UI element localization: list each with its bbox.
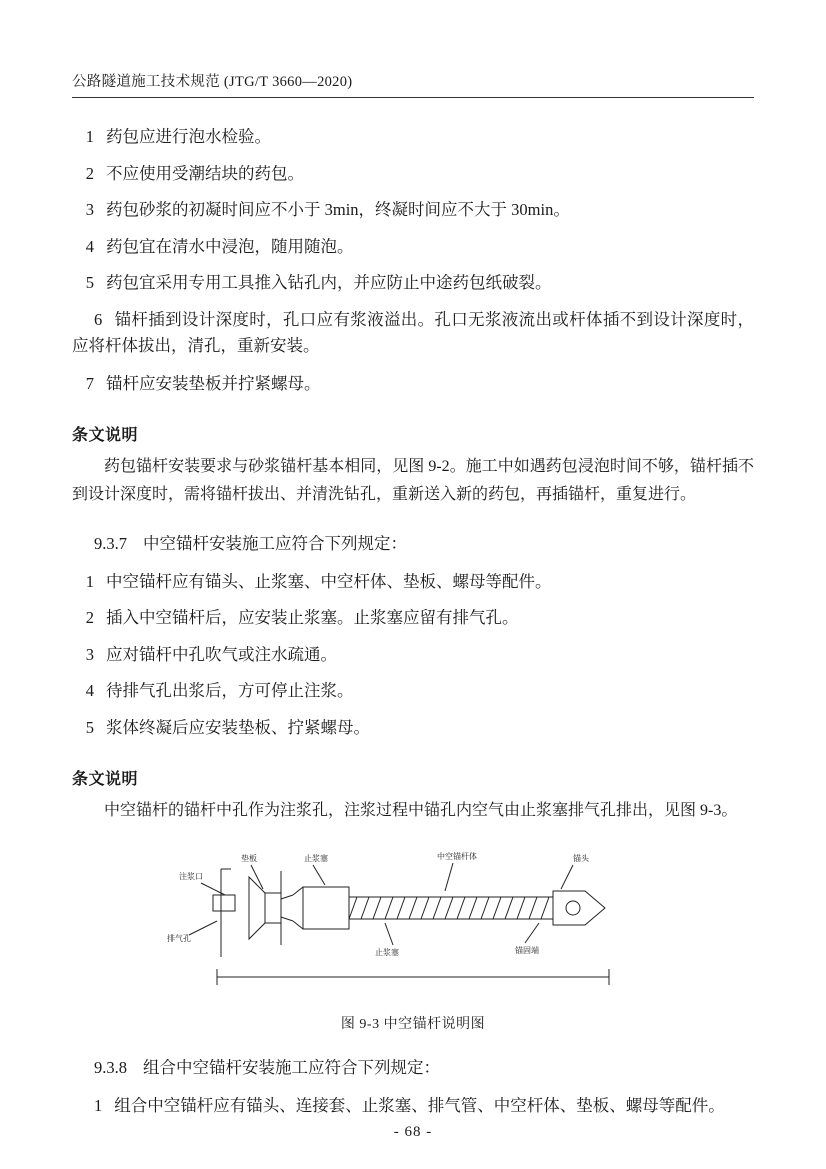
figure-caption: 图 9-3 中空锚杆说明图	[340, 1017, 486, 1033]
header-title: 公路隧道施工技术规范 (JTG/T 3660—2020)	[72, 74, 353, 90]
figure-label-vent-hole: 排气孔	[167, 934, 191, 944]
list-item	[72, 642, 754, 668]
list-item	[72, 371, 754, 397]
list-item-text: 药包砂浆的初凝时间应不小于 3min，终凝时间应不大于 30min。	[106, 200, 570, 220]
list-item	[72, 197, 754, 223]
list-item	[72, 234, 754, 260]
list-item-number: 2	[85, 608, 94, 628]
note-body-2	[72, 797, 754, 825]
clause-9-3-8	[72, 1055, 754, 1081]
list-item-paragraph	[72, 1093, 754, 1119]
list-item-number: 4	[85, 236, 94, 256]
note-heading-2: 条文说明	[72, 771, 139, 789]
list-item-text: 插入中空锚杆后，应安装止浆塞。止浆塞应留有排气孔。	[106, 608, 519, 628]
figure-label-hollow-body: 中空锚杆体	[437, 852, 477, 862]
figure-label-stopper-top: 止浆塞	[304, 854, 328, 864]
list-item	[72, 161, 754, 187]
list-item	[72, 678, 754, 704]
list-item-text: 药包应进行泡水检验。	[106, 127, 271, 146]
list-item	[72, 715, 754, 741]
list-item	[72, 569, 754, 595]
list-item-number: 6	[94, 309, 103, 329]
note-body-1	[72, 453, 754, 509]
note-text: 药包锚杆安装要求与砂浆锚杆基本相同，见图 9-2。施工中如遇药包浸泡时间不够，锚杆插不到设计深度时，需将锚杆拔出、并清洗钻孔，重新送入新的药包，再插锚杆，重复进行。	[72, 458, 754, 504]
header-divider	[72, 97, 754, 98]
list-item-number: 1	[94, 1095, 103, 1115]
list-item-number: 5	[85, 717, 94, 737]
figure-label-anchored-end: 锚固端	[515, 946, 539, 956]
clause-9-3-7	[72, 531, 754, 557]
list-item-text: 待排气孔出浆后，方可停止注浆。	[106, 681, 354, 701]
numbered-list-b	[72, 371, 754, 397]
list-item-text: 药包宜在清水中浸泡，随用随泡。	[106, 236, 354, 256]
numbered-list-a	[72, 124, 754, 296]
note-text: 中空锚杆的锚杆中孔作为注浆孔，注浆过程中锚孔内空气由止浆塞排气孔排出，见图 9-3。	[104, 802, 738, 820]
list-item-number: 1	[85, 571, 94, 591]
list-item-number: 2	[85, 163, 94, 183]
clause-number: 9.3.7	[94, 534, 127, 554]
list-item-number: 5	[85, 273, 94, 293]
list-item	[72, 124, 754, 150]
page-header	[72, 70, 754, 97]
list-item-text: 浆体终凝后应安装垫板、拧紧螺母。	[106, 717, 370, 737]
list-item-text: 不应使用受潮结块的药包。	[106, 163, 304, 183]
figure-9-3	[72, 847, 754, 1033]
list-item-text: 药包宜采用专用工具推入钻孔内，并应防止中途药包纸破裂。	[106, 273, 552, 293]
list-item-text: 组合中空锚杆应有锚头、连接套、止浆塞、排气管、中空杆体、垫板、螺母等配件。	[114, 1095, 725, 1115]
list-item-number: 3	[85, 200, 94, 220]
hollow-bolt-diagram	[153, 847, 673, 1007]
figure-label-plate: 垫板	[241, 854, 257, 864]
figure-label-grout-port: 注浆口	[179, 872, 203, 882]
list-item-text: 锚杆插到设计深度时，孔口应有浆液溢出。孔口无浆液流出或杆体插不到设计深度时，应将杆体拔出，清孔，重新安装。	[72, 309, 754, 356]
list-item-paragraph	[72, 307, 754, 360]
clause-text: 组合中空锚杆安装施工应符合下列规定：	[143, 1058, 440, 1078]
page-footer	[0, 1124, 826, 1141]
list-item-number: 3	[85, 644, 94, 664]
list-item-text: 锚杆应安装垫板并拧紧螺母。	[106, 373, 321, 393]
figure-label-anchor-head: 锚头	[573, 854, 589, 864]
list-item-text: 中空锚杆应有锚头、止浆塞、中空杆体、垫板、螺母等配件。	[106, 571, 552, 591]
list-item-number: 1	[85, 127, 94, 146]
list-item-number: 4	[85, 681, 94, 701]
clause-number: 9.3.8	[94, 1058, 127, 1078]
list-item	[72, 270, 754, 296]
list-item-number: 7	[85, 373, 94, 393]
numbered-list-c	[72, 569, 754, 741]
list-item	[72, 605, 754, 631]
note-heading-1: 条文说明	[72, 427, 139, 445]
page-number: - 68 -	[393, 1124, 433, 1140]
list-item-text: 应对锚杆中孔吹气或注水疏通。	[106, 644, 337, 664]
clause-text: 中空锚杆安装施工应符合下列规定：	[143, 534, 407, 554]
figure-label-stopper-bottom: 止浆塞	[375, 948, 399, 958]
